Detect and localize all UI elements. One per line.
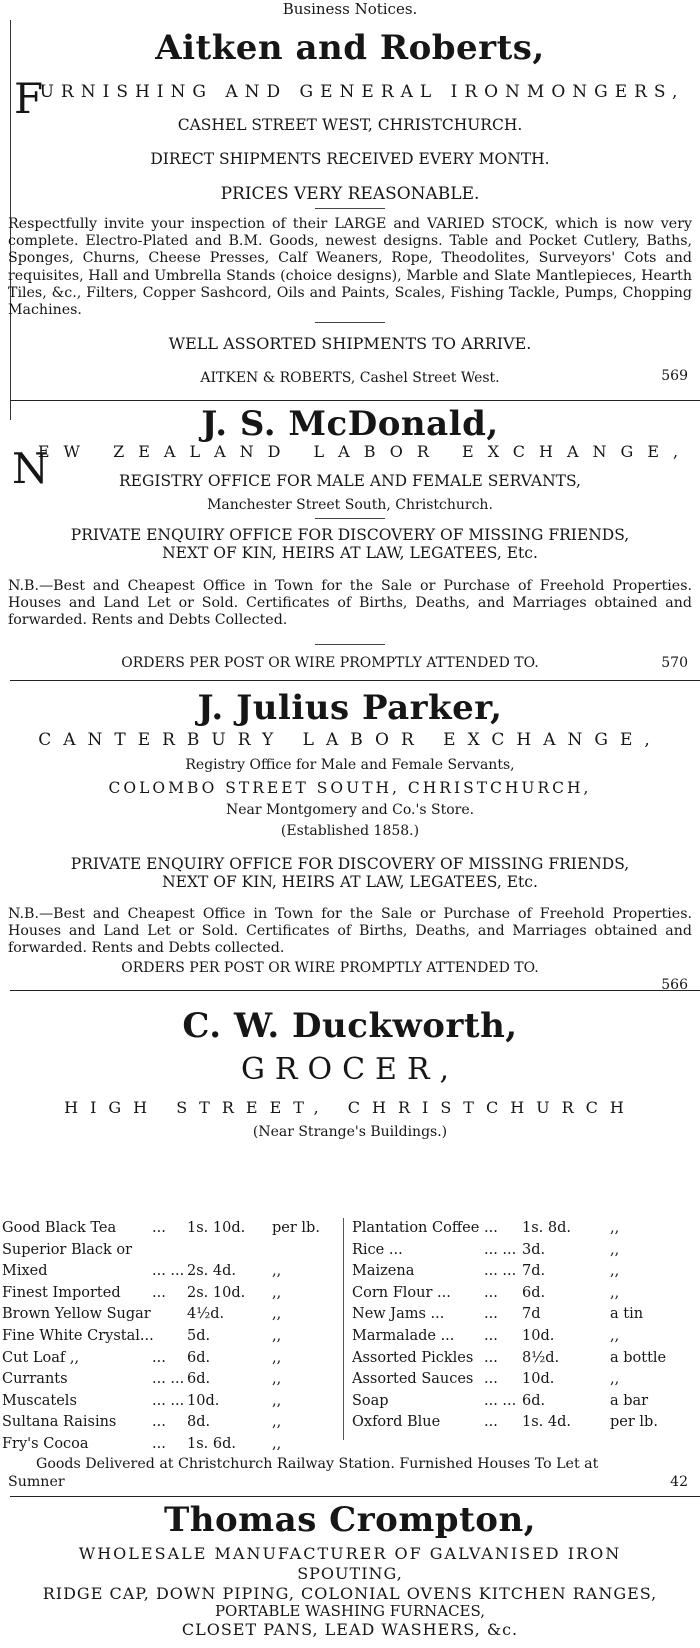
price-dots: ... ...	[152, 1371, 185, 1388]
ad2-line3: PRIVATE ENQUIRY OFFICE FOR DISCOVERY OF MISSING FRIENDS,	[70, 526, 630, 544]
ad2-bottom-rule	[10, 680, 700, 681]
price-unit: ,,	[272, 1327, 282, 1344]
ad2-divider2	[315, 644, 385, 645]
price-dots: ... ...	[484, 1263, 517, 1280]
ad4-title: C. W. Duckworth,	[182, 1006, 518, 1046]
price-row	[2, 1326, 337, 1348]
price-unit: a tin	[610, 1306, 644, 1323]
price-item: Assorted Pickles	[352, 1349, 474, 1366]
ad3-line1: Registry Office for Male and Female Servants,	[185, 757, 515, 773]
ad3-body: N.B.—Best and Cheapest Office in Town for the Sale or Purchase of Freehold Properties. Houses and Land Let or Sold. Certificates of Births, Deaths, and Marriages obtained and forwarded. Rents and Debts collected.	[8, 906, 692, 957]
ad2-dropcap: N	[12, 444, 49, 493]
ad1-title: Aitken and Roberts,	[155, 28, 545, 68]
price-dots: ... ...	[484, 1241, 517, 1258]
price-row	[2, 1391, 337, 1413]
ad4-number: 42	[670, 1474, 688, 1490]
ad4-bottom-rule	[10, 1496, 700, 1497]
price-item: Soap	[352, 1392, 389, 1409]
price-item: Brown Yellow Sugar	[2, 1306, 151, 1323]
price-item: Sultana Raisins	[2, 1414, 117, 1431]
price-price: 6d.	[522, 1392, 546, 1409]
price-unit: ,,	[272, 1349, 282, 1366]
price-item: Cut Loaf ,,	[2, 1349, 80, 1366]
price-item: Superior Black or	[2, 1241, 133, 1258]
ad1-subtitle: URNISHING AND GENERAL IRONMONGERS,	[39, 82, 685, 102]
price-item: Mixed	[2, 1263, 48, 1280]
price-row	[352, 1348, 697, 1370]
price-list-separator	[343, 1218, 344, 1440]
price-item: Marmalade ...	[352, 1327, 455, 1344]
price-price: 2s. 4d.	[187, 1263, 237, 1280]
ad3-bottom-rule	[10, 990, 700, 991]
ad3-number: 566	[661, 977, 688, 993]
price-dots: ...	[484, 1349, 498, 1366]
price-price: 6d.	[522, 1284, 546, 1301]
ad4-address: HIGH STREET, CHRISTCHURCH	[64, 1098, 636, 1117]
ad5-line5: CLOSET PANS, LEAD WASHERS, &c.	[181, 1620, 519, 1639]
price-dots: ... ...	[484, 1392, 517, 1409]
ad2-line1: REGISTRY OFFICE FOR MALE AND FEMALE SERVANTS,	[119, 472, 581, 490]
price-row	[2, 1412, 337, 1434]
price-price: 1s. 8d.	[522, 1220, 572, 1236]
price-unit: ,,	[610, 1327, 620, 1344]
ad2-footer: ORDERS PER POST OR WIRE PROMPTLY ATTENDED TO.	[121, 655, 539, 671]
section-header: Business Notices.	[282, 0, 418, 18]
price-unit: per lb.	[272, 1220, 320, 1236]
price-dots: ...	[152, 1435, 166, 1452]
ad1-divider2	[315, 322, 385, 323]
price-row	[2, 1240, 337, 1262]
ad3-title: J. Julius Parker,	[197, 688, 503, 728]
ad2-line4: NEXT OF KIN, HEIRS AT LAW, LEGATEES, Etc.	[162, 544, 538, 562]
price-row	[352, 1326, 697, 1348]
price-unit: ,,	[272, 1371, 282, 1388]
ad2-number: 570	[661, 655, 688, 671]
price-price: 2s. 10d.	[187, 1284, 246, 1301]
ad1-line1: DIRECT SHIPMENTS RECEIVED EVERY MONTH.	[150, 150, 550, 168]
ad1-number: 569	[661, 368, 688, 384]
ad1-line2: PRICES VERY REASONABLE.	[220, 184, 480, 204]
price-list-left	[2, 1218, 337, 1456]
price-item: Good Black Tea	[2, 1220, 117, 1236]
ad3-line4: (Established 1858.)	[280, 823, 420, 839]
ad5-line3: RIDGE CAP, DOWN PIPING, COLONIAL OVENS KITCHEN RANGES,	[42, 1584, 658, 1603]
ad3-line6: NEXT OF KIN, HEIRS AT LAW, LEGATEES, Etc.	[162, 873, 538, 891]
price-item: New Jams ...	[352, 1306, 445, 1323]
price-price: 8½d.	[522, 1349, 560, 1366]
price-dots: ... ...	[152, 1392, 185, 1409]
ad1-divider	[315, 208, 385, 209]
price-dots: ...	[152, 1414, 166, 1431]
price-price: 7d.	[522, 1263, 546, 1280]
ad2-line2: Manchester Street South, Christchurch.	[207, 497, 493, 513]
ad1-dropcap: F	[14, 74, 44, 123]
price-unit: ,,	[610, 1220, 620, 1236]
ad3-subtitle: CANTERBURY LABOR EXCHANGE,	[38, 730, 662, 750]
ad1-address: CASHEL STREET WEST, CHRISTCHURCH.	[177, 116, 523, 134]
price-item: Fry's Cocoa	[2, 1435, 89, 1452]
price-row	[352, 1240, 697, 1262]
price-price: 3d.	[522, 1241, 546, 1258]
price-unit: ,,	[272, 1263, 282, 1280]
price-row	[352, 1391, 697, 1413]
ad1-body: Respectfully invite your inspection of their LARGE and VARIED STOCK, which is now very complete. Electro-Plated and B.M. Goods, newest designs. Table and Pocket Cutlery, Baths, Sponges, Churns, Cheese Presses, Calf Weaners, Rope, Theodolites, Surveyors' Cots and requisites, Hall and Umbrella Stands (choice designs), Marble and Slate Mantlepieces, Hearth Tiles, &c., Filters, Copper Sashcord, Oils and Paints, Scales, Fishing Tackle, Pumps, Chopping Machines.	[8, 216, 692, 319]
price-item: Rice ...	[352, 1241, 403, 1258]
price-item: Assorted Sauces	[352, 1371, 474, 1388]
price-row	[352, 1412, 697, 1434]
price-dots: ...	[484, 1306, 498, 1323]
ad4-subtitle: GROCER,	[240, 1052, 460, 1087]
price-unit: ,,	[272, 1414, 282, 1431]
price-row	[2, 1304, 337, 1326]
price-row	[352, 1218, 697, 1240]
price-dots: ...	[484, 1220, 498, 1236]
price-dots: ...	[484, 1371, 498, 1388]
price-row	[2, 1348, 337, 1370]
price-row	[2, 1369, 337, 1391]
ad2-subtitle: EW ZEALAND LABOR EXCHANGE,	[37, 442, 693, 461]
price-item: Oxford Blue	[352, 1414, 441, 1431]
price-item: Fine White Crystal...	[2, 1327, 154, 1344]
ad1-footer: AITKEN & ROBERTS, Cashel Street West.	[200, 370, 500, 386]
price-price: 4½d.	[187, 1306, 225, 1323]
ad3-line5: PRIVATE ENQUIRY OFFICE FOR DISCOVERY OF MISSING FRIENDS,	[70, 855, 630, 873]
ad4-footer-a: Goods Delivered at Christchurch Railway Station. Furnished Houses To Let at	[36, 1456, 599, 1472]
ad5-line4: PORTABLE WASHING FURNACES,	[214, 1602, 486, 1620]
price-dots: ...	[152, 1349, 166, 1366]
price-unit: ,,	[610, 1241, 620, 1258]
price-row	[2, 1283, 337, 1305]
price-list-right	[352, 1218, 697, 1434]
price-price: 1s. 6d.	[187, 1435, 237, 1452]
price-unit: ,,	[272, 1392, 282, 1409]
price-price: 7d	[522, 1306, 541, 1323]
price-unit: ,,	[610, 1263, 620, 1280]
price-unit: ,,	[272, 1284, 282, 1301]
price-price: 10d.	[187, 1392, 220, 1409]
price-unit: ,,	[610, 1284, 620, 1301]
price-unit: ,,	[272, 1306, 282, 1323]
ad5-line2: SPOUTING,	[297, 1564, 403, 1583]
ad3-footer: ORDERS PER POST OR WIRE PROMPTLY ATTENDED TO.	[121, 960, 539, 976]
price-unit: a bar	[610, 1392, 649, 1409]
price-row	[2, 1434, 337, 1456]
price-dots: ...	[152, 1284, 166, 1301]
price-dots: ...	[484, 1414, 498, 1431]
price-price: 6d.	[187, 1371, 211, 1388]
price-price: 10d.	[522, 1327, 555, 1344]
ad4-note: (Near Strange's Buildings.)	[252, 1124, 448, 1140]
price-item: Plantation Coffee	[352, 1220, 480, 1236]
ad2-title: J. S. McDonald,	[201, 404, 499, 444]
price-unit: ,,	[610, 1371, 620, 1388]
price-price: 1s. 10d.	[187, 1220, 246, 1236]
price-price: 1s. 4d.	[522, 1414, 572, 1431]
price-row	[352, 1261, 697, 1283]
price-price: 8d.	[187, 1414, 211, 1431]
ad2-body: N.B.—Best and Cheapest Office in Town for the Sale or Purchase of Freehold Properties. Houses and Land Let or Sold. Certificates of Births, Deaths, and Marriages obtained and forwarded. Rents and Debts Collected.	[8, 578, 692, 629]
price-dots: ...	[484, 1284, 498, 1301]
ad5-line1: WHOLESALE MANUFACTURER OF GALVANISED IRON	[78, 1544, 622, 1563]
price-unit: per lb.	[610, 1414, 658, 1431]
price-price: 5d.	[187, 1327, 211, 1344]
price-unit: a bottle	[610, 1349, 667, 1366]
price-item: Muscatels	[2, 1392, 77, 1409]
price-row	[352, 1304, 697, 1326]
price-dots: ...	[484, 1327, 498, 1344]
price-dots: ... ...	[152, 1263, 185, 1280]
price-row	[352, 1369, 697, 1391]
price-item: Corn Flour ...	[352, 1284, 451, 1301]
price-item: Finest Imported	[2, 1284, 121, 1301]
price-item: Currants	[2, 1371, 68, 1388]
price-price: 6d.	[187, 1349, 211, 1366]
ad2-divider	[315, 518, 385, 519]
price-item: Maizena	[352, 1263, 415, 1280]
ad1-line3: WELL ASSORTED SHIPMENTS TO ARRIVE.	[168, 334, 532, 353]
ad3-line3: Near Montgomery and Co.'s Store.	[225, 802, 475, 818]
ad1-bottom-rule	[10, 400, 700, 401]
price-row	[2, 1218, 337, 1240]
price-unit: ,,	[272, 1435, 282, 1452]
price-row	[2, 1261, 337, 1283]
price-price: 10d.	[522, 1371, 555, 1388]
ad3-line2: COLOMBO STREET SOUTH, CHRISTCHURCH,	[108, 779, 592, 797]
price-dots: ...	[152, 1220, 166, 1236]
ad5-title: Thomas Crompton,	[163, 1500, 537, 1540]
price-row	[352, 1283, 697, 1305]
ad4-footer-b: Sumner	[8, 1474, 65, 1490]
